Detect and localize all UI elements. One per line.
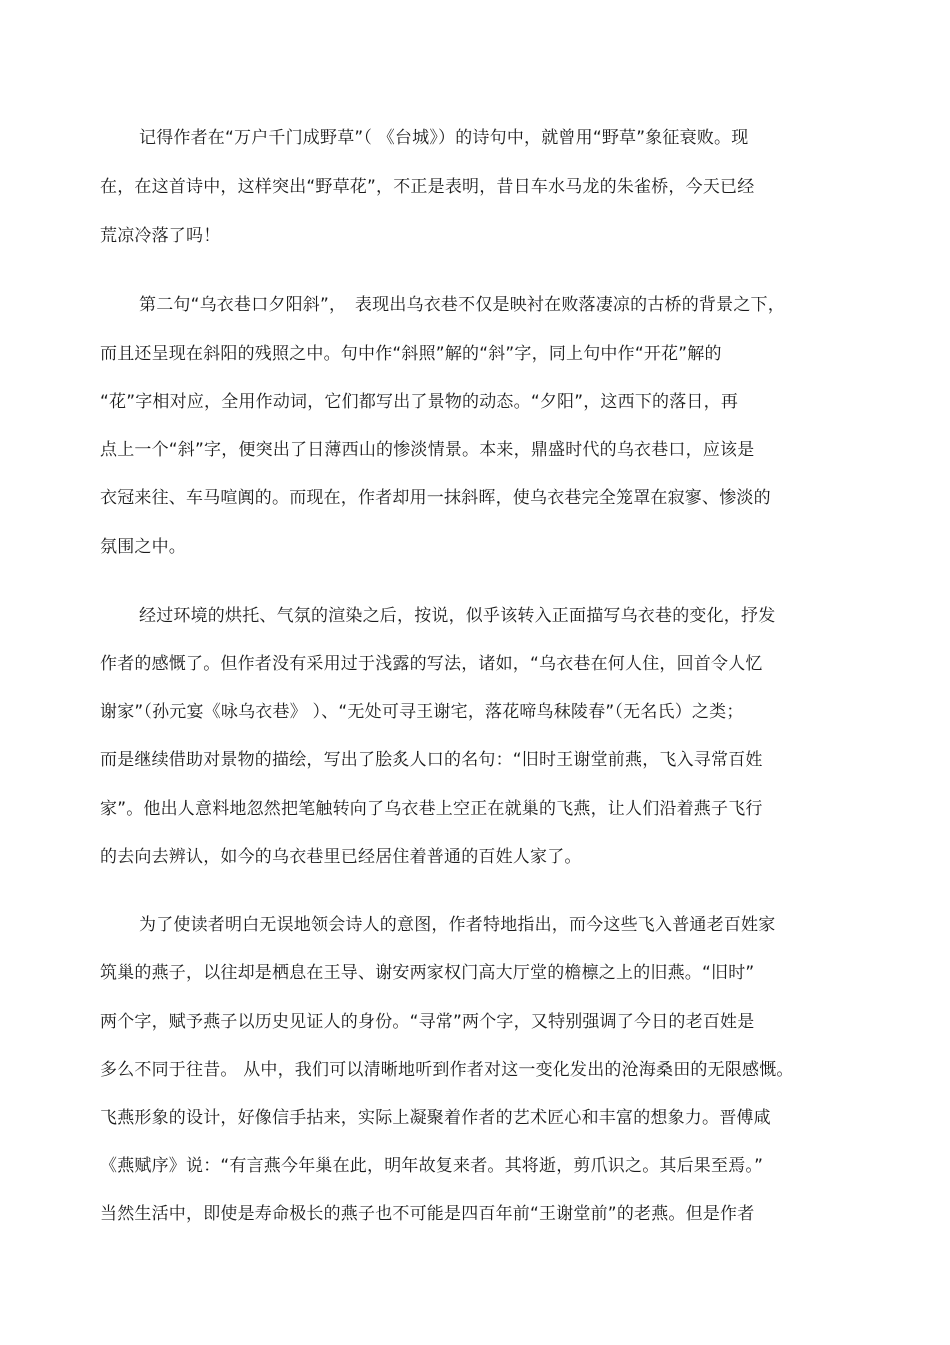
paragraph-2-line-2: 而且还呈现在斜阳的残照之中。句中作“斜照”解的“斜”字，同上句中作“开花”解的 (100, 344, 722, 364)
paragraph-1-line-1: 记得作者在“万户千门成野草”（ 《台城》）的诗句中，就曾用“野草”象征衰败。现 (139, 128, 749, 148)
paragraph-3-line-3: 谢家”（孙元宴《咏乌衣巷》 ）、“无处可寻王谢宅，落花啼鸟秣陵春”（无名氏）之类； (100, 702, 744, 722)
paragraph-4-line-7: 当然生活中，即使是寿命极长的燕子也不可能是四百年前“王谢堂前”的老燕。但是作者 (100, 1204, 755, 1224)
paragraph-4-line-1: 为了使读者明白无误地领会诗人的意图，作者特地指出，而今这些飞入普通老百姓家 (139, 915, 776, 935)
paragraph-2-line-3: “花”字相对应，全用作动词，它们都写出了景物的动态。“夕阳”，这西下的落日，再 (100, 392, 739, 412)
paragraph-4-line-5: 飞燕形象的设计，好像信手拈来，实际上凝聚着作者的艺术匠心和丰富的想象力。晋傅咸 (100, 1108, 771, 1128)
paragraph-3-line-2: 作者的感慨了。但作者没有采用过于浅露的写法，诸如，“乌衣巷在何人住，回首令人忆 (100, 654, 763, 674)
paragraph-2-line-6: 氛围之中。 (100, 537, 186, 557)
paragraph-2-line-5: 衣冠来往、车马喧阗的。而现在，作者却用一抹斜晖，使乌衣巷完全笼罩在寂寥、惨淡的 (100, 488, 771, 508)
paragraph-2-line-4: 点上一个“斜”字，便突出了日薄西山的惨淡情景。本来，鼎盛时代的乌衣巷口，应该是 (100, 440, 755, 460)
paragraph-4-line-3: 两个字，赋予燕子以历史见证人的身份。“寻常”两个字，又特别强调了今日的老百姓是 (100, 1012, 755, 1032)
paragraph-3-line-4: 而是继续借助对景物的描绘，写出了脍炙人口的名句：“旧时王谢堂前燕，飞入寻常百姓 (100, 750, 763, 770)
paragraph-2-line-1: 第二句“乌衣巷口夕阳斜”， 表现出乌衣巷不仅是映衬在败落凄凉的古桥的背景之下， (139, 295, 785, 315)
paragraph-1-line-3: 荒凉冷落了吗！ (100, 226, 221, 246)
paragraph-1-line-2: 在，在这首诗中，这样突出“野草花”，不正是表明，昔日车水马龙的朱雀桥，今天已经 (100, 177, 755, 197)
paragraph-3-line-6: 的去向去辨认，如今的乌衣巷里已经居住着普通的百姓人家了。 (100, 847, 582, 867)
paragraph-3-line-5: 家”。他出人意料地忽然把笔触转向了乌衣巷上空正在就巢的飞燕，让人们沿着燕子飞行 (100, 799, 763, 819)
paragraph-4-line-4: 多么不同于往昔。 从中，我们可以清晰地听到作者对这一变化发出的沧海桑田的无限感慨。 (100, 1060, 794, 1080)
paragraph-3-line-1: 经过环境的烘托、气氛的渲染之后，按说，似乎该转入正面描写乌衣巷的变化，抒发 (139, 606, 776, 626)
paragraph-4-line-2: 筑巢的燕子，以往却是栖息在王导、谢安两家权门高大厅堂的檐檩之上的旧燕。“旧时” (100, 963, 755, 983)
paragraph-4-line-6: 《燕赋序》说：“有言燕今年巢在此，明年故复来者。其将逝，剪爪识之。其后果至焉。” (100, 1156, 764, 1176)
